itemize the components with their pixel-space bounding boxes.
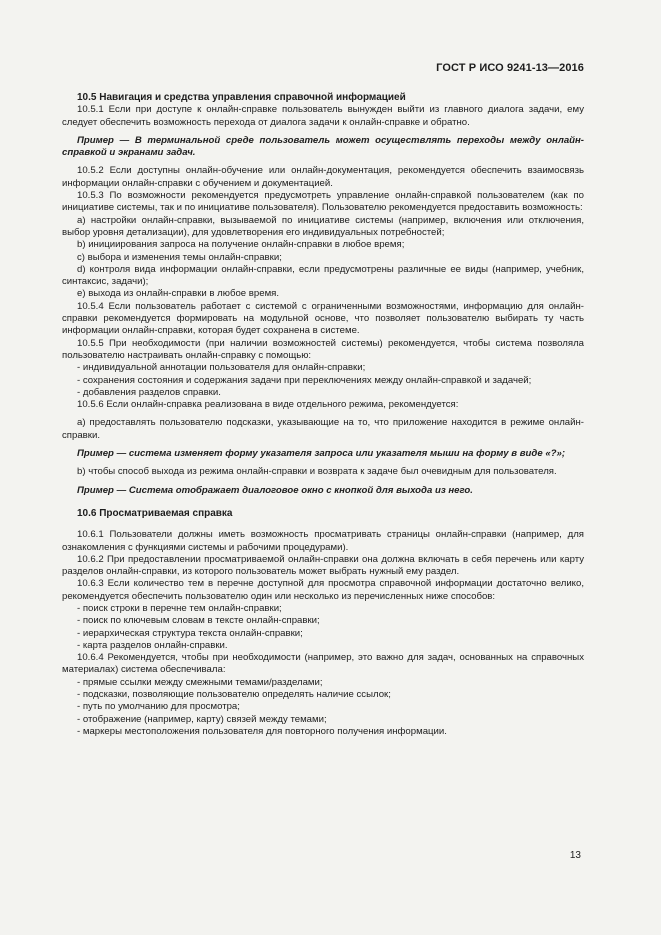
section-heading: 10.5 Навигация и средства управления справочной информацией bbox=[77, 92, 406, 103]
list-item: - карта разделов онлайн-справки. bbox=[77, 639, 228, 651]
paragraph: 10.6.4 Рекомендуется, чтобы при необходимости (например, это важно для задач, основанных на справочных материалах) система обеспечивала: bbox=[62, 652, 584, 676]
list-item: a) настройки онлайн-справки, вызываемой по инициативе системы (например, включения или отключения, выбор уровня детализации), для удовлетворения его индивидуальных потребностей; bbox=[62, 214, 584, 238]
paragraph: 10.5.3 По возможности рекомендуется предусмотреть управление онлайн-справкой пользователем (как по инициативе системы, так и по инициативе пользователя). Пользователю рекомендуется предоставить возможность: bbox=[62, 190, 584, 214]
example-note: Пример — Система отображает диалоговое окно с кнопкой для выхода из него. bbox=[77, 484, 473, 496]
list-item: b) чтобы способ выхода из режима онлайн-справки и возврата к задаче был очевидным для пользователя. bbox=[77, 466, 557, 478]
paragraph: 10.6.2 При предоставлении просматриваемой онлайн-справки она должна включать в себя перечень или карту разделов онлайн-справки, из которого пользователь может выбрать нужный ему раздел. bbox=[62, 553, 584, 578]
list-item: - иерархическая структура текста онлайн-справки; bbox=[77, 627, 303, 639]
list-item: - поиск строки в перечне тем онлайн-справки; bbox=[77, 602, 282, 614]
list-item: a) предоставлять пользователю подсказки, указывающие на то, что приложение находится в режиме онлайн-справки. bbox=[62, 417, 584, 441]
document-body bbox=[62, 92, 584, 738]
list-item: - путь по умолчанию для просмотра; bbox=[77, 701, 240, 713]
list-item: - поиск по ключевым словам в тексте онлайн-справки; bbox=[77, 615, 320, 627]
section-heading: 10.6 Просматриваемая справка bbox=[77, 507, 233, 519]
paragraph: 10.5.6 Если онлайн-справка реализована в виде отдельного режима, рекомендуется: bbox=[77, 399, 459, 411]
list-item: e) выхода из онлайн-справки в любое время. bbox=[77, 288, 280, 300]
list-item: - маркеры местоположения пользователя для повторного получения информации. bbox=[77, 725, 447, 737]
list-item: c) выбора и изменения темы онлайн-справки; bbox=[77, 251, 282, 263]
paragraph: 10.6.1 Пользователи должны иметь возможность просматривать страницы онлайн-справки (например, для ознакомления с функциями системы и рабочими процедурами). bbox=[62, 529, 584, 553]
paragraph: 10.5.4 Если пользователь работает с системой с ограниченными возможностями, информацию для онлайн-справки рекомендуется формировать на модульной основе, что позволяет пользователю выбирать ту часть информации онлайн-справки, которая будет сохранена в системе. bbox=[62, 300, 584, 337]
document-id-header: ГОСТ Р ИСО 9241-13—2016 bbox=[436, 62, 584, 74]
list-item: d) контроля вида информации онлайн-справки, если предусмотрены различные ее виды (например, учебник, синтаксис, задачи); bbox=[62, 263, 584, 288]
list-item: - отображение (например, карту) связей между темами; bbox=[77, 713, 327, 725]
example-note: Пример — система изменяет форму указателя запроса или указателя мыши на форму в виде «?»; bbox=[77, 448, 566, 460]
example-note: Пример — В терминальной среде пользователь может осуществлять переходы между онлайн-справкой и экранами задач. bbox=[62, 134, 584, 159]
paragraph: 10.5.2 Если доступны онлайн-обучение или онлайн-документация, рекомендуется обеспечить взаимосвязь информации онлайн-справки с обучением и документацией. bbox=[62, 165, 584, 189]
list-item: - прямые ссылки между смежными темами/разделами; bbox=[77, 676, 323, 688]
list-item: b) инициирования запроса на получение онлайн-справки в любое время; bbox=[77, 239, 405, 251]
list-item: - добавления разделов справки. bbox=[77, 386, 221, 398]
list-item: - подсказки, позволяющие пользователю определять наличие ссылок; bbox=[77, 689, 391, 701]
list-item: - индивидуальной аннотации пользователя для онлайн-справки; bbox=[77, 362, 366, 374]
list-item: - сохранения состояния и содержания задачи при переключениях между онлайн-справкой и задачей; bbox=[77, 374, 532, 386]
paragraph: 10.5.5 При необходимости (при наличии возможностей системы) рекомендуется, чтобы система позволяла пользователю настраивать онлайн-справку с помощью: bbox=[62, 337, 584, 361]
page-number: 13 bbox=[569, 850, 581, 861]
paragraph: 10.6.3 Если количество тем в перечне доступной для просмотра справочной информации достаточно велико, рекомендуется обеспечить пользователю один или несколько из перечисленных ниже способов: bbox=[62, 578, 584, 602]
paragraph: 10.5.1 Если при доступе к онлайн-справке пользователь вынужден выйти из главного диалога задачи, ему следует обеспечить возможность перехода от диалога задачи к онлайн-справке и обратно. bbox=[62, 104, 584, 128]
